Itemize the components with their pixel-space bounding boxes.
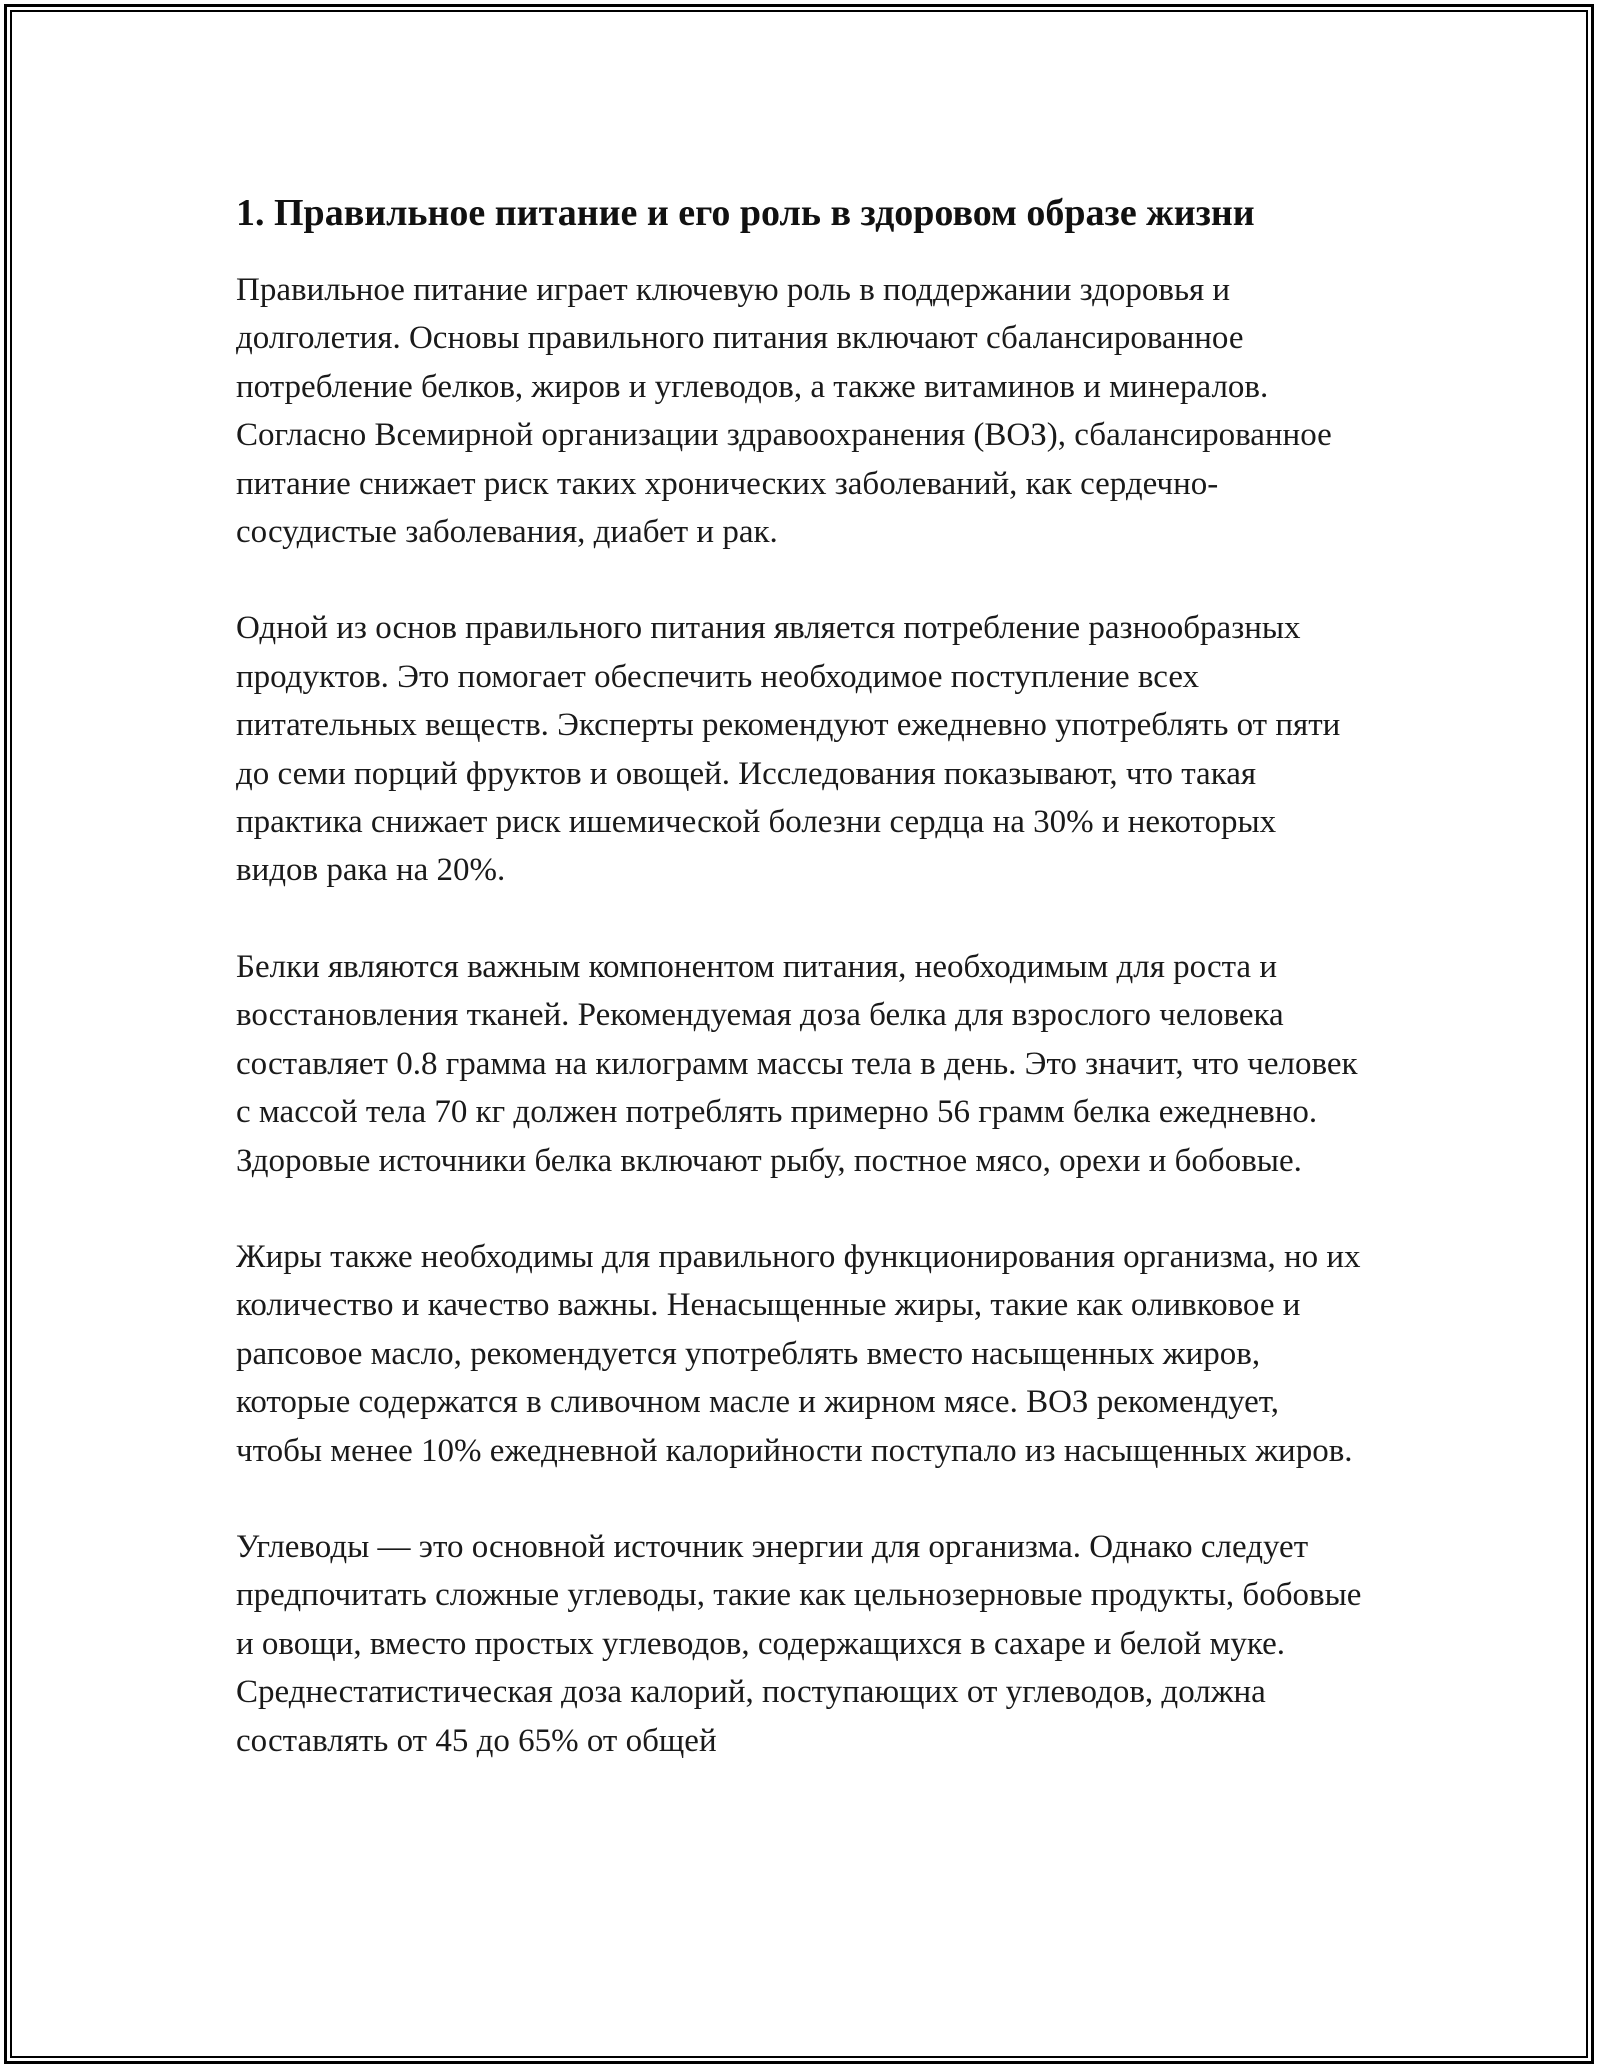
paragraph-nutrition-overview: Правильное питание играет ключевую роль в поддержании здоровья и долголетия. Основы правильного питания включают сбалансированное потребление белков, жиров и углеводов, а также витаминов и минералов. Согласно Всемирной организации здравоохранения (ВОЗ), сбалансированное питание снижает риск таких хронических заболеваний, как сердечно-сосудистые заболевания, диабет и рак. (236, 272, 1332, 551)
document-body (236, 184, 1366, 1813)
section-heading: 1. Правильное питание и его роль в здоровом образе жизни (236, 192, 1255, 234)
paragraph-proteins: Белки являются важным компонентом питания, необходимым для роста и восстановления тканей. Рекомендуемая доза белка для взрослого человека составляет 0.8 грамма на килограмм массы тела в день. Это значит, что человек с массой тела 70 кг должен потреблять примерно 56 грамм белка ежедневно. Здоровые источники белка включают рыбу, постное мясо, орехи и бобовые. (236, 948, 1358, 1179)
paragraph-carbohydrates: Углеводы — это основной источник энергии для организма. Однако следует предпочитать сложные углеводы, такие как цельнозерновые продукты, бобовые и овощи, вместо простых углеводов, содержащихся в сахаре и белой муке. Среднестатистическая доза калорий, поступающих от углеводов, должна составлять от 45 до 65% от общей (236, 1528, 1362, 1759)
paragraph-food-variety: Одной из основ правильного питания является потребление разнообразных продуктов. Это помогает обеспечить необходимое поступление всех питательных веществ. Эксперты рекомендуют ежедневно употреблять от пяти до семи порций фруктов и овощей. Исследования показывают, что такая практика снижает риск ишемической болезни сердца на 30% и некоторых видов рака на 20%. (236, 610, 1341, 889)
paragraph-fats: Жиры также необходимы для правильного функционирования организма, но их количество и качество важны. Ненасыщенные жиры, такие как оливковое и рапсовое масло, рекомендуется употреблять вместо насыщенных жиров, которые содержатся в сливочном масле и жирном мясе. ВОЗ рекомендует, чтобы менее 10% ежедневной калорийности поступало из насыщенных жиров. (236, 1238, 1361, 1469)
